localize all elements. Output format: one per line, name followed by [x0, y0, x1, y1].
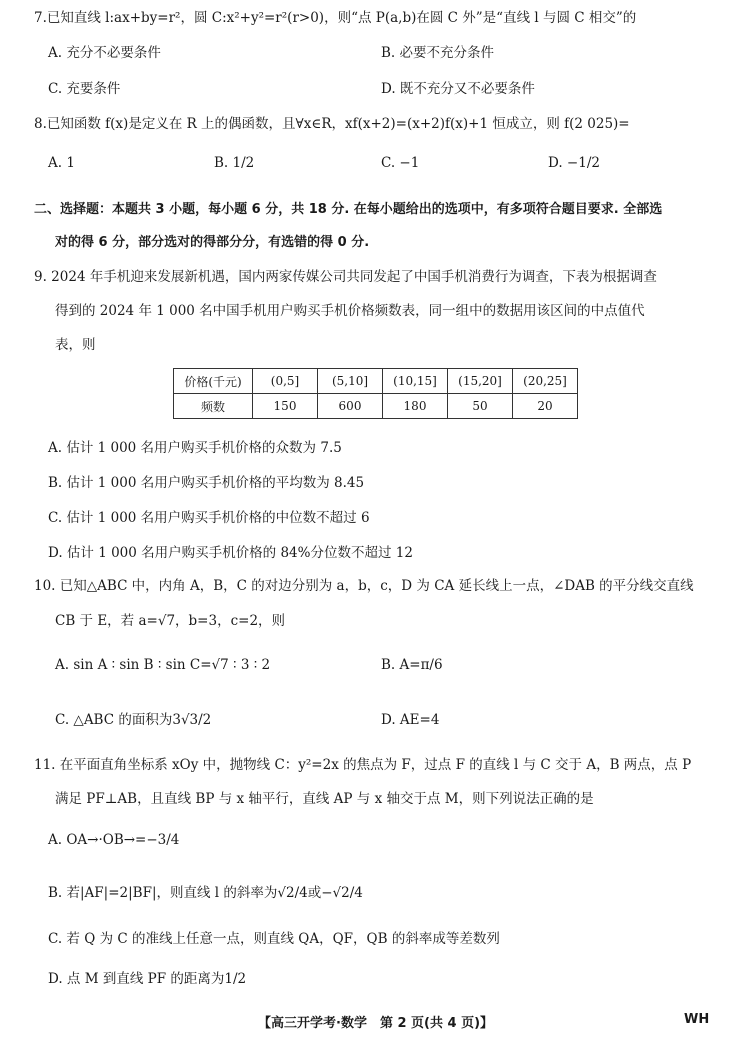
q10-stem-line1: 10. 已知△ABC 中，内角 A，B，C 的对边分别为 a，b，c，D 为 CA 延长线上一点，∠DAB 的平分线交直线 [34, 578, 694, 594]
table-cell: (20,25] [513, 369, 578, 394]
q11-option-c: C. 若 Q 为 C 的准线上任意一点，则直线 QA，QF，QB 的斜率成等差数列 [48, 931, 500, 947]
q11-option-a: A. OA→·OB→=−3/4 [48, 832, 180, 848]
table-cell: 600 [318, 394, 383, 419]
q10-option-a: A. sin A ∶ sin B ∶ sin C=√7 ∶ 3 ∶ 2 [55, 657, 271, 673]
q7-stem: 7.已知直线 l:ax+by=r²，圆 C:x²+y²=r²(r>0)，则“点 P(a,b)在圆 C 外”是“直线 l 与圆 C 相交”的 [34, 10, 637, 26]
q7-option-a: A. 充分不必要条件 [48, 45, 161, 61]
q11-stem-line2: 满足 PF⊥AB，且直线 BP 与 x 轴平行，直线 AP 与 x 轴交于点 M，则下列说法正确的是 [55, 791, 594, 807]
table-cell: (5,10] [318, 369, 383, 394]
table-cell: (15,20] [448, 369, 513, 394]
q8-stem: 8.已知函数 f(x)是定义在 R 上的偶函数，且∀x∈R，xf(x+2)=(x+2)f(x)+1 恒成立，则 f(2 025)= [34, 116, 630, 132]
q9-stem-line2: 得到的 2024 年 1 000 名中国手机用户购买手机价格频数表，同一组中的数据用该区间的中点值代 [55, 303, 645, 319]
q9-option-d: D. 估计 1 000 名用户购买手机价格的 84%分位数不超过 12 [48, 545, 413, 561]
q9-option-b: B. 估计 1 000 名用户购买手机价格的平均数为 8.45 [48, 475, 365, 491]
paper-code: WH [684, 1012, 710, 1027]
q10-stem-line2: CB 于 E，若 a=√7，b=3，c=2，则 [55, 613, 286, 629]
q8-option-b: B. 1/2 [214, 155, 255, 171]
table-cell: 180 [383, 394, 448, 419]
q8-option-a: A. 1 [48, 155, 75, 171]
q11-option-d: D. 点 M 到直线 PF 的距离为1/2 [48, 971, 247, 987]
q9-option-c: C. 估计 1 000 名用户购买手机价格的中位数不超过 6 [48, 510, 370, 526]
table-cell: 价格(千元) [174, 369, 253, 394]
q11-option-b: B. 若|AF|=2|BF|，则直线 l 的斜率为√2/4或−√2/4 [48, 885, 363, 901]
table-cell: 150 [253, 394, 318, 419]
table-cell: (0,5] [253, 369, 318, 394]
table-cell: 20 [513, 394, 578, 419]
q9-option-a: A. 估计 1 000 名用户购买手机价格的众数为 7.5 [48, 440, 342, 456]
q8-option-c: C. −1 [381, 155, 420, 171]
q9-stem-line3: 表，则 [55, 337, 96, 353]
q10-option-d: D. AE=4 [381, 712, 440, 728]
q7-option-b: B. 必要不充分条件 [381, 45, 495, 61]
section2-instructions-line1: 二、选择题：本题共 3 小题，每小题 6 分，共 18 分. 在每小题给出的选项中，有多项符合题目要求. 全部选 [34, 202, 663, 217]
table-cell: 频数 [174, 394, 253, 419]
page-footer: 【高三开学考·数学 第 2 页(共 4 页)】 [258, 1016, 494, 1031]
price-frequency-table [173, 368, 578, 419]
table-cell: (10,15] [383, 369, 448, 394]
table-cell: 50 [448, 394, 513, 419]
table-header-row [174, 369, 578, 394]
section2-instructions-line2: 对的得 6 分，部分选对的得部分分，有选错的得 0 分. [55, 235, 370, 250]
q9-stem-line1: 9. 2024 年手机迎来发展新机遇，国内两家传媒公司共同发起了中国手机消费行为调查，下表为根据调查 [34, 269, 657, 285]
q7-option-c: C. 充要条件 [48, 81, 121, 97]
q10-option-c: C. △ABC 的面积为3√3/2 [55, 712, 212, 728]
q10-option-b: B. A=π/6 [381, 657, 443, 673]
table-row [174, 394, 578, 419]
q8-option-d: D. −1/2 [548, 155, 600, 171]
q11-stem-line1: 11. 在平面直角坐标系 xOy 中，抛物线 C：y²=2x 的焦点为 F，过点 F 的直线 l 与 C 交于 A，B 两点，点 P [34, 757, 692, 773]
q7-option-d: D. 既不充分又不必要条件 [381, 81, 535, 97]
